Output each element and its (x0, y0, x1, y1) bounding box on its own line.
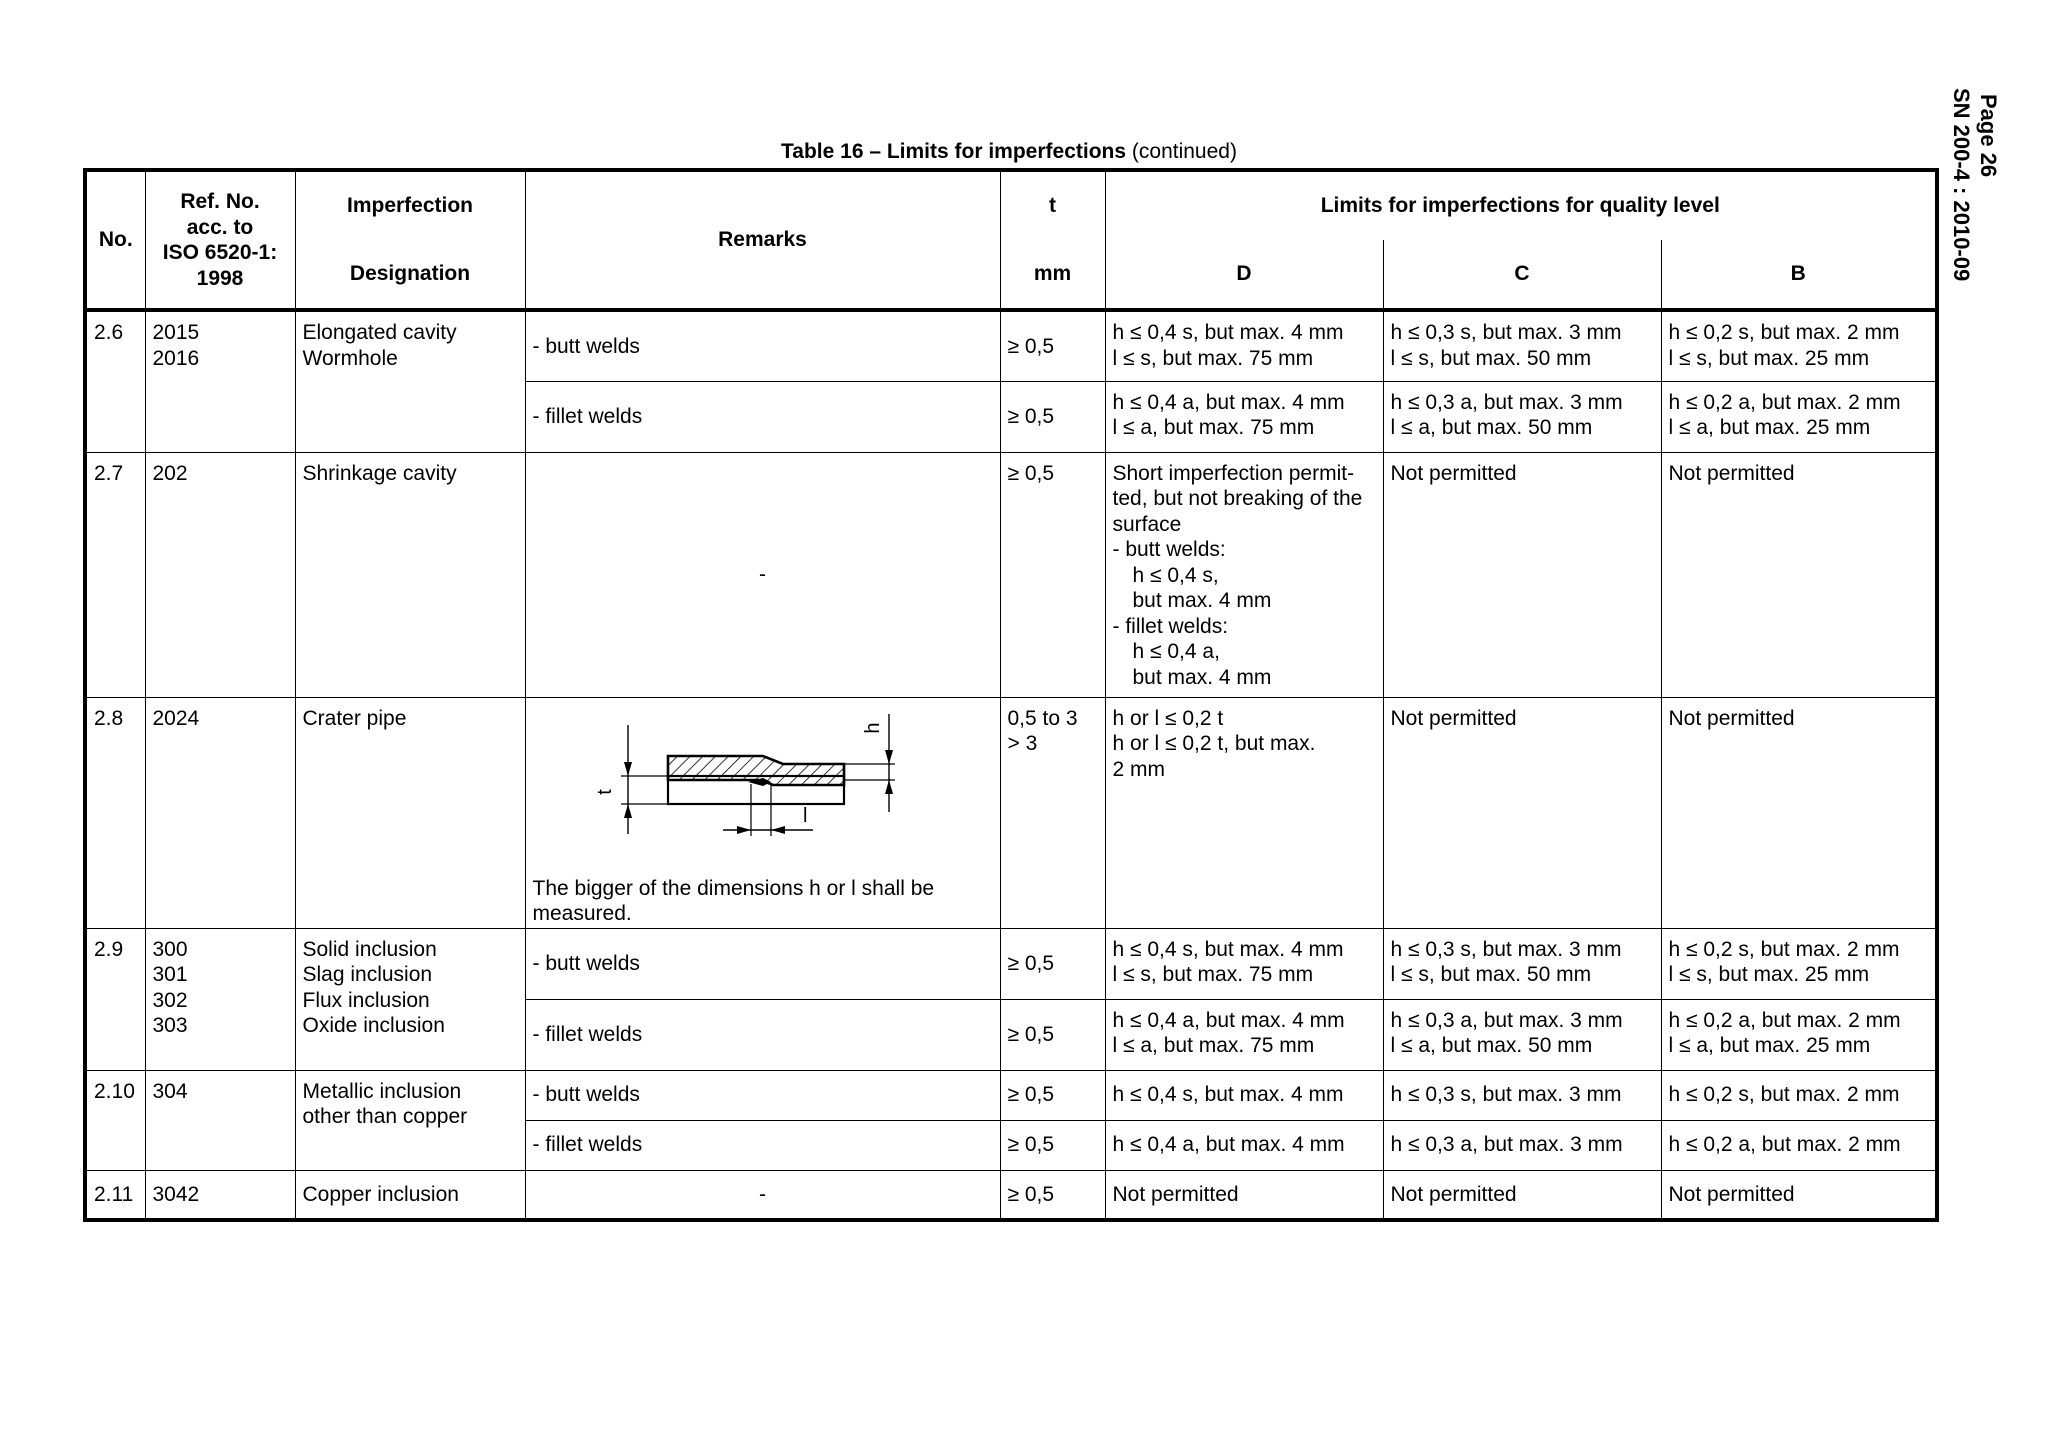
ref-line: 302 (152, 988, 188, 1012)
limit-line: h ≤ 0,2 a, but max. 2 mm (1668, 1008, 1901, 1032)
cell-no: 2.6 (85, 310, 145, 452)
limit-line: h ≤ 0,3 s, but max. 3 mm (1390, 321, 1622, 344)
cell-remark: - fillet welds (525, 381, 1000, 452)
t-line: > 3 (1007, 732, 1038, 755)
ref-line: 2016 (152, 346, 200, 370)
cell-level-b: Not permitted (1661, 1170, 1937, 1220)
cell-no: 2.10 (85, 1070, 145, 1170)
designation-line: other than copper (302, 1105, 468, 1128)
cell-designation: Crater pipe (295, 697, 525, 928)
label-l: l (802, 804, 807, 827)
cell-no: 2.9 (85, 928, 145, 1070)
header-ref-line: Ref. No. (180, 190, 260, 213)
limit-line: l ≤ s, but max. 75 mm (1112, 346, 1314, 370)
cell-level-b (1661, 999, 1937, 1070)
crater-pipe-diagram (533, 698, 993, 876)
cell-remark: - butt welds (525, 310, 1000, 381)
header-mm: mm (1000, 240, 1105, 310)
document-id: SN 200-4 : 2010-09 (1949, 88, 1974, 282)
cell-t (1000, 697, 1105, 928)
cell-level-c (1383, 381, 1661, 452)
cell-t: ≥ 0,5 (1000, 1170, 1105, 1220)
caption-suffix: (continued) (1126, 140, 1237, 163)
cell-level-d (1105, 310, 1383, 381)
cell-level-d (1105, 928, 1383, 999)
limit-line: l ≤ s, but max. 25 mm (1668, 346, 1870, 370)
header-ref-line: ISO 6520-1: (162, 241, 278, 264)
designation-line: Slag inclusion (302, 963, 433, 986)
cell-remark: - fillet welds (525, 999, 1000, 1070)
cell-level-c (1383, 928, 1661, 999)
cell-ref (145, 928, 295, 1070)
limit-line: l ≤ a, but max. 50 mm (1390, 416, 1593, 439)
table-caption (83, 140, 1935, 164)
header-t: t (1000, 170, 1105, 240)
cell-level-b: Not permitted (1661, 452, 1937, 697)
limit-line: h ≤ 0,4 s, (1132, 563, 1219, 587)
header-row-2 (85, 240, 1937, 310)
limit-line: h or l ≤ 0,2 t (1112, 706, 1224, 730)
cell-remark: - (525, 1170, 1000, 1220)
cell-designation: Copper inclusion (295, 1170, 525, 1220)
header-ref-no (145, 170, 295, 310)
limit-line: l ≤ s, but max. 50 mm (1390, 963, 1592, 986)
cell-remark (525, 697, 1000, 928)
page-number: Page 26 (1976, 94, 2001, 178)
cell-level-d: h ≤ 0,4 s, but max. 4 mm (1105, 1070, 1383, 1120)
limit-line: h ≤ 0,4 a, but max. 4 mm (1112, 1008, 1345, 1032)
cell-ref: 304 (145, 1070, 295, 1170)
limit-line: h ≤ 0,3 a, but max. 3 mm (1390, 390, 1623, 414)
limit-line: h ≤ 0,2 s, but max. 2 mm (1668, 937, 1900, 961)
cell-level-b: h ≤ 0,2 s, but max. 2 mm (1661, 1070, 1937, 1120)
limit-line: h ≤ 0,3 s, but max. 3 mm (1390, 937, 1622, 961)
label-t: t (593, 788, 616, 795)
cell-level-d (1105, 697, 1383, 928)
table-row (85, 310, 1937, 381)
cell-ref (145, 310, 295, 452)
designation-line: Solid inclusion (302, 937, 437, 961)
designation-line: Elongated cavity (302, 321, 457, 344)
label-h: h (861, 721, 884, 734)
limit-line: 2 mm (1112, 757, 1165, 781)
cell-designation: Shrinkage cavity (295, 452, 525, 697)
cell-level-c: Not permitted (1383, 697, 1661, 928)
limit-line: surface (1112, 512, 1182, 536)
cell-ref: 3042 (145, 1170, 295, 1220)
designation-line: Wormhole (302, 346, 398, 370)
cell-level-b: h ≤ 0,2 a, but max. 2 mm (1661, 1120, 1937, 1170)
cell-t: ≥ 0,5 (1000, 381, 1105, 452)
cell-no: 2.7 (85, 452, 145, 697)
cell-remark: - butt welds (525, 928, 1000, 999)
cell-remark: - (525, 452, 1000, 697)
cell-ref: 2024 (145, 697, 295, 928)
limit-line: Short imperfection permit- (1112, 461, 1355, 485)
cell-level-d: Not permitted (1105, 1170, 1383, 1220)
header-row-1 (85, 170, 1937, 240)
cell-level-c (1383, 999, 1661, 1070)
cell-no: 2.8 (85, 697, 145, 928)
cell-level-c: h ≤ 0,3 s, but max. 3 mm (1383, 1070, 1661, 1120)
cell-level-c: h ≤ 0,3 a, but max. 3 mm (1383, 1120, 1661, 1170)
limit-line: ted, but not breaking of the (1112, 487, 1363, 510)
cell-level-d (1105, 381, 1383, 452)
cell-level-d (1105, 999, 1383, 1070)
cell-t: ≥ 0,5 (1000, 452, 1105, 697)
cell-remark: - butt welds (525, 1070, 1000, 1120)
cell-t: ≥ 0,5 (1000, 310, 1105, 381)
cell-level-c (1383, 310, 1661, 381)
table-row (85, 928, 1937, 999)
header-ref-line: acc. to (186, 215, 254, 239)
cell-level-b: Not permitted (1661, 697, 1937, 928)
header-ref-line: 1998 (196, 266, 244, 290)
cell-level-b (1661, 928, 1937, 999)
header-imperfection: Imperfection (295, 170, 525, 240)
cell-level-b (1661, 310, 1937, 381)
limit-line: h or l ≤ 0,2 t, but max. (1112, 732, 1316, 755)
cell-designation (295, 1070, 525, 1170)
header-level-b: B (1661, 240, 1937, 310)
cell-designation (295, 928, 525, 1070)
cell-t: ≥ 0,5 (1000, 1070, 1105, 1120)
cell-remark: - fillet welds (525, 1120, 1000, 1170)
cell-t: ≥ 0,5 (1000, 928, 1105, 999)
table-row (85, 1170, 1937, 1220)
header-level-d: D (1105, 240, 1383, 310)
limit-line: h ≤ 0,4 s, but max. 4 mm (1112, 937, 1344, 961)
limit-line: l ≤ s, but max. 50 mm (1390, 346, 1592, 370)
limit-line: but max. 4 mm (1132, 665, 1272, 689)
limits-table (83, 168, 1939, 1222)
limit-line: h ≤ 0,3 a, but max. 3 mm (1390, 1008, 1623, 1032)
designation-line: Metallic inclusion (302, 1079, 462, 1103)
limit-line: - butt welds: (1112, 538, 1226, 561)
header-level-c: C (1383, 240, 1661, 310)
table-row (85, 1070, 1937, 1120)
cell-level-c: Not permitted (1383, 452, 1661, 697)
designation-line: Oxide inclusion (302, 1014, 445, 1037)
crater-note: The bigger of the dimensions h or l shall be measured. (532, 876, 935, 925)
ref-line: 303 (152, 1014, 188, 1037)
designation-line: Flux inclusion (302, 988, 430, 1012)
limit-line: l ≤ a, but max. 75 mm (1112, 416, 1315, 439)
cell-ref: 202 (145, 452, 295, 697)
header-designation: Designation (295, 240, 525, 310)
limit-line: - fillet welds: (1112, 614, 1229, 638)
ref-line: 301 (152, 963, 188, 986)
cell-t: ≥ 0,5 (1000, 999, 1105, 1070)
cell-level-d (1105, 452, 1383, 697)
limit-line: l ≤ s, but max. 75 mm (1112, 963, 1314, 986)
table-row (85, 452, 1937, 697)
limit-line: l ≤ a, but max. 75 mm (1112, 1034, 1315, 1057)
ref-line: 300 (152, 937, 188, 961)
cell-designation (295, 310, 525, 452)
t-line: 0,5 to 3 (1007, 706, 1078, 730)
ref-line: 2015 (152, 321, 200, 344)
cell-no: 2.11 (85, 1170, 145, 1220)
page-identifier (1932, 88, 2002, 328)
cell-level-d: h ≤ 0,4 a, but max. 4 mm (1105, 1120, 1383, 1170)
cell-level-b (1661, 381, 1937, 452)
header-remarks: Remarks (525, 170, 1000, 310)
limit-line: l ≤ a, but max. 25 mm (1668, 416, 1871, 439)
limit-line: h ≤ 0,2 s, but max. 2 mm (1668, 321, 1900, 344)
header-limits: Limits for imperfections for quality level (1105, 170, 1937, 240)
limit-line: l ≤ s, but max. 25 mm (1668, 963, 1870, 986)
limit-line: h ≤ 0,4 a, but max. 4 mm (1112, 390, 1345, 414)
crater-pipe-drawing (593, 700, 923, 840)
limit-line: but max. 4 mm (1132, 589, 1272, 612)
limit-line: l ≤ a, but max. 25 mm (1668, 1034, 1871, 1057)
caption-title: Table 16 – Limits for imperfections (781, 140, 1127, 163)
header-no: No. (85, 170, 145, 310)
limit-line: h ≤ 0,4 a, (1132, 640, 1220, 663)
limit-line: h ≤ 0,2 a, but max. 2 mm (1668, 390, 1901, 414)
cell-level-c: Not permitted (1383, 1170, 1661, 1220)
table-row (85, 697, 1937, 928)
limit-line: h ≤ 0,4 s, but max. 4 mm (1112, 321, 1344, 344)
cell-t: ≥ 0,5 (1000, 1120, 1105, 1170)
limit-line: l ≤ a, but max. 50 mm (1390, 1034, 1593, 1057)
